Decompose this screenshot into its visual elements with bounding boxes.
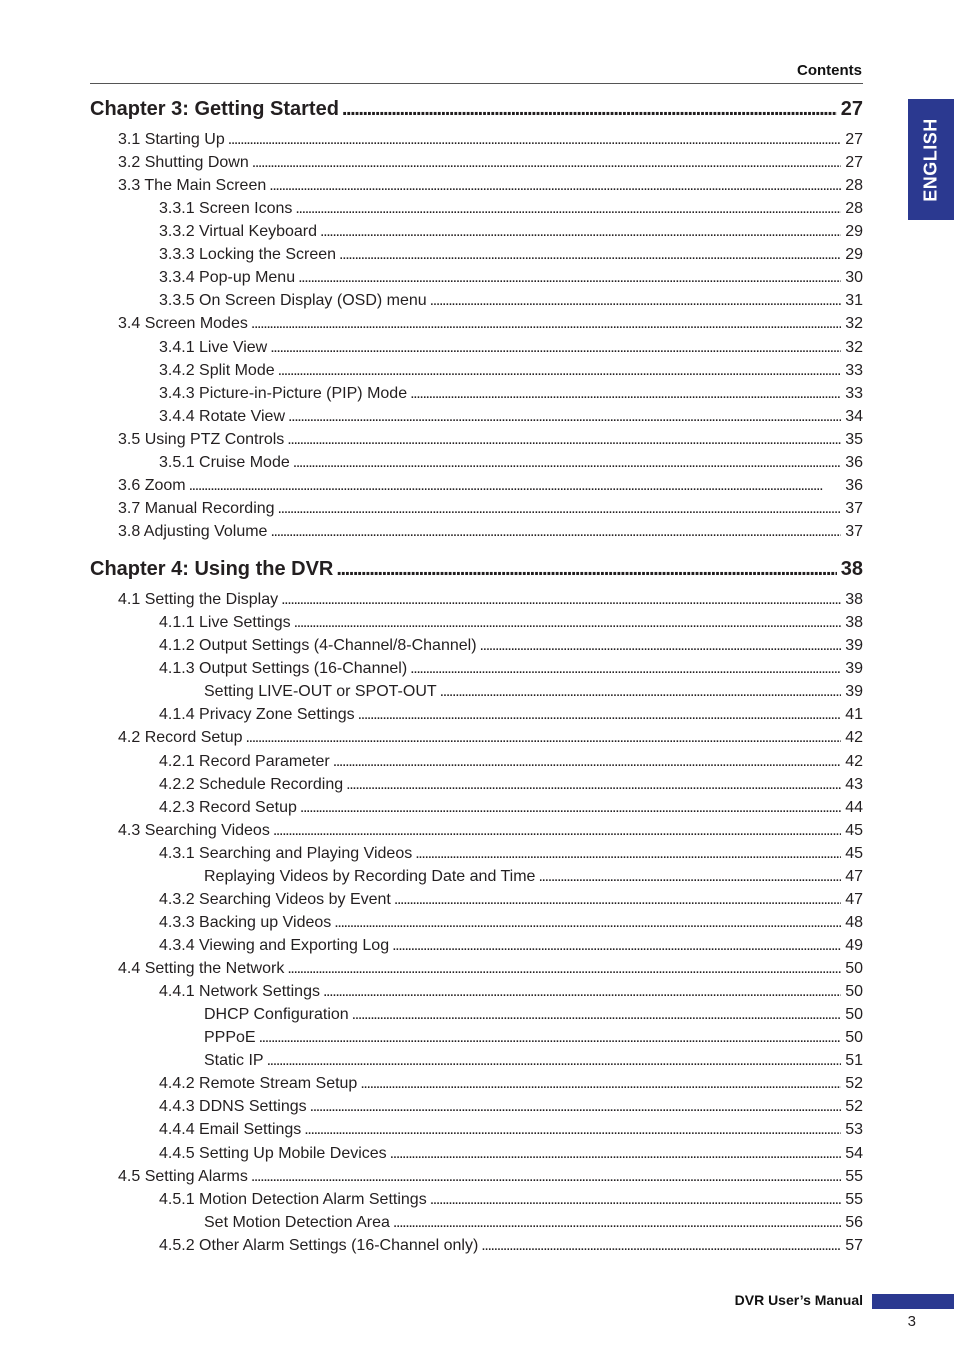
toc-entry[interactable] [118,959,863,979]
toc-entry-page: 55 [845,1167,863,1185]
toc-entry-page: 50 [845,960,863,978]
toc-entry-title: PPPoE [204,1029,256,1047]
toc-dot-leader [346,775,841,795]
toc-entry-page: 49 [845,936,863,954]
toc-entry-page: 32 [845,315,863,333]
toc-entry[interactable] [159,1190,863,1210]
toc-entry-page: 39 [845,660,863,678]
toc-dot-leader [294,613,842,633]
toc-entry-title: Setting LIVE-OUT or SPOT-OUT [204,683,437,701]
toc-dot-leader [480,636,842,656]
toc-entry-title: 3.3 The Main Screen [118,177,267,195]
toc-entry-title: 3.3.4 Pop-up Menu [159,269,296,287]
toc-dot-leader [189,476,842,496]
toc-entry-page: 28 [845,200,863,218]
toc-entry-page: 31 [845,292,863,310]
toc-entry-title: 4.3.1 Searching and Playing Videos [159,844,413,862]
toc-entry-page: 29 [845,223,863,241]
toc-entry-page: 30 [845,269,863,287]
toc-entry-title: 4.2.3 Record Setup [159,798,297,816]
toc-dot-leader [320,222,841,242]
toc-entry[interactable] [118,130,863,150]
toc-entry-title: 3.1 Starting Up [118,131,225,148]
toc-entry[interactable] [118,476,863,496]
toc-entry-page: 50 [845,983,863,1001]
toc-entry[interactable] [159,1120,863,1140]
toc-entry-title: 3.4.3 Picture-in-Picture (PIP) Mode [159,384,408,402]
toc-dot-leader [278,361,842,381]
toc-dot-leader [246,728,842,748]
toc-entry-title: 4.2.2 Schedule Recording [159,775,344,793]
toc-entry[interactable] [159,361,863,381]
toc-entry-page: 41 [845,706,863,724]
toc-entry-page: 36 [845,453,863,471]
toc-entry[interactable] [118,1167,863,1187]
toc-entry-title: 3.6 Zoom [118,476,186,494]
toc-entry-title: 4.4.2 Remote Stream Setup [159,1075,358,1093]
toc-dot-leader [295,199,841,219]
toc-entry[interactable] [159,775,863,795]
toc-entry[interactable] [118,153,863,173]
toc-entry-title: 3.7 Manual Recording [118,499,275,517]
page-number: 3 [907,1313,916,1330]
toc-entry-page: 33 [845,384,863,402]
toc-entry[interactable] [118,430,863,450]
toc-entry-title: 3.4.2 Split Mode [159,361,275,379]
toc-dot-leader [336,557,836,581]
toc-dot-leader [251,1167,841,1187]
toc-entry[interactable] [159,613,863,633]
toc-dot-leader [273,821,841,841]
toc-entry-page: 45 [845,821,863,839]
toc-entry-page: 48 [845,913,863,931]
toc-entry-title: Chapter 4: Using the DVR [90,558,334,581]
toc-entry[interactable] [118,821,863,841]
toc-entry-title: 4.3.2 Searching Videos by Event [159,890,391,908]
header-title: Contents [797,62,862,79]
toc-dot-leader [393,1213,841,1233]
toc-entry[interactable] [118,590,863,610]
toc-dot-leader [304,1120,841,1140]
toc-entry-title: 4.3.3 Backing up Videos [159,913,332,931]
toc-entry-page: 50 [845,1029,863,1047]
toc-entry[interactable] [159,705,863,725]
toc-entry-page: 27 [845,154,863,172]
toc-entry-page: 34 [845,407,863,425]
toc-entry-title: 4.4 Setting the Network [118,960,285,978]
toc-entry-title: 4.1.2 Output Settings (4-Channel/8-Channel) [159,637,477,655]
language-tab-label: ENGLISH [920,117,941,202]
toc-entry-title: 3.4.1 Live View [159,338,268,356]
toc-entry-page: 33 [845,361,863,379]
toc-entry-title: 4.2.1 Record Parameter [159,752,330,770]
toc-entry[interactable] [204,1051,863,1071]
toc-entry-title: 4.1.1 Live Settings [159,614,291,632]
toc-entry[interactable] [159,268,863,288]
toc-entry-title: 3.5.1 Cruise Mode [159,453,290,471]
toc-dot-leader [390,1144,842,1164]
toc-entry-page: 43 [845,775,863,793]
toc-entry-title: 4.1.4 Privacy Zone Settings [159,706,355,724]
toc-entry[interactable] [204,1028,863,1048]
toc-entry-title: 3.3.5 On Screen Display (OSD) menu [159,292,427,310]
toc-entry-title: Replaying Videos by Recording Date and Time [204,867,536,885]
toc-dot-leader [270,338,841,358]
toc-entry[interactable] [159,844,863,864]
toc-dot-leader [358,705,842,725]
toc-entry-title: 3.3.3 Locking the Screen [159,246,337,264]
toc-entry-page: 32 [845,338,863,356]
toc-entry-title: 3.5 Using PTZ Controls [118,430,285,448]
toc-entry[interactable] [118,314,863,334]
toc-entry-page: 51 [845,1052,863,1070]
toc-dot-leader [287,430,841,450]
toc-entry[interactable] [159,913,863,933]
toc-dot-leader [259,1028,842,1048]
toc-entry-title: 4.4.5 Setting Up Mobile Devices [159,1144,387,1162]
toc-entry[interactable] [118,522,863,542]
toc-entry-title: 3.3.1 Screen Icons [159,200,293,218]
toc-dot-leader [360,1074,841,1094]
toc-entry[interactable] [204,1213,863,1233]
toc-entry-page: 35 [845,430,863,448]
toc-entry-page: 54 [845,1144,863,1162]
toc-entry-page: 28 [845,177,863,195]
toc-entry[interactable] [159,1074,863,1094]
toc-dot-leader [481,1236,841,1256]
toc-entry-page: 44 [845,798,863,816]
toc-dot-leader [334,913,841,933]
toc-dot-leader [228,130,841,150]
toc-entry-page: 39 [845,683,863,701]
toc-entry-page: 36 [845,476,863,494]
toc-entry[interactable] [118,728,863,748]
toc-dot-leader [538,867,841,887]
toc-entry-page: 38 [840,558,863,581]
toc-dot-leader [287,959,841,979]
toc-dot-leader [270,522,841,542]
toc-entry-title: 3.2 Shutting Down [118,154,249,172]
toc-entry-title: 4.5.2 Other Alarm Settings (16-Channel only) [159,1236,479,1254]
toc-entry-title: 4.3 Searching Videos [118,821,270,839]
toc-dot-leader [278,499,842,519]
toc-entry-title: DHCP Configuration [204,1006,349,1024]
toc-entry[interactable] [159,636,863,656]
header-rule [90,83,863,84]
toc-entry[interactable] [159,1236,863,1256]
toc-dot-leader [410,659,841,679]
toc-dot-leader [333,752,841,772]
toc-entry[interactable] [159,338,863,358]
toc-entry[interactable] [159,659,863,679]
toc-entry-title: 4.4.1 Network Settings [159,983,320,1001]
toc-entry-title: 3.3.2 Virtual Keyboard [159,223,318,241]
toc-entry[interactable] [159,199,863,219]
toc-entry-page: 47 [845,890,863,908]
toc-dot-leader [352,1005,842,1025]
toc-entry-page: 45 [845,844,863,862]
toc-entry-page: 52 [845,1075,863,1093]
toc-entry-page: 56 [845,1213,863,1231]
toc-dot-leader [392,936,841,956]
toc-entry-page: 37 [845,523,863,541]
toc-entry[interactable] [159,291,863,311]
toc-entry[interactable] [159,798,863,818]
toc-entry[interactable] [204,867,863,887]
toc-dot-leader [440,682,842,702]
footer-title: DVR User’s Manual [734,1292,863,1308]
toc-entry[interactable] [159,890,863,910]
toc-dot-leader [293,453,841,473]
toc-entry-page: 42 [845,729,863,747]
toc-entry[interactable] [159,453,863,473]
toc-entry-page: 53 [845,1121,863,1139]
toc-entry-page: 38 [845,591,863,609]
toc-dot-leader [267,1051,842,1071]
toc-entry[interactable] [159,982,863,1002]
toc-entry-title: 4.5.1 Motion Detection Alarm Settings [159,1190,427,1208]
toc-dot-leader [339,245,841,265]
toc-dot-leader [298,268,841,288]
toc-entry[interactable] [159,222,863,242]
toc-dot-leader [288,407,841,427]
toc-entry-title: 3.4 Screen Modes [118,315,248,333]
toc-entry-page: 57 [845,1236,863,1254]
toc-entry-page: 47 [845,867,863,885]
toc-dot-leader [269,176,841,196]
toc-entry[interactable] [159,407,863,427]
toc-entry-title: 4.2 Record Setup [118,729,243,747]
language-tab [908,99,954,220]
toc-entry-page: 29 [845,246,863,264]
toc-dot-leader [252,153,841,173]
toc-dot-leader [342,97,837,121]
toc-entry-title: 4.5 Setting Alarms [118,1167,248,1185]
toc-entry-page: 27 [840,98,863,120]
toc-dot-leader [394,890,841,910]
toc-entry-title: 4.1 Setting the Display [118,591,279,609]
toc-entry-page: 50 [845,1006,863,1024]
toc-entry[interactable] [159,245,863,265]
toc-entry-title: 3.8 Adjusting Volume [118,523,268,541]
toc-chapter-entry[interactable] [90,97,863,121]
toc-entry-title: Static IP [204,1052,264,1070]
toc-dot-leader [323,982,841,1002]
toc-entry-page: 38 [845,614,863,632]
toc-entry-page: 42 [845,752,863,770]
toc-entry-title: 4.4.3 DDNS Settings [159,1098,307,1116]
toc-entry-title: Chapter 3: Getting Started [90,98,339,120]
toc-entry-title: 4.1.3 Output Settings (16-Channel) [159,660,408,678]
toc-entry-page: 39 [845,637,863,655]
toc-dot-leader [310,1097,842,1117]
toc-entry[interactable] [118,176,863,196]
toc-entry-title: 4.3.4 Viewing and Exporting Log [159,936,390,954]
toc-entry[interactable] [159,384,863,404]
toc-dot-leader [251,314,841,334]
toc-entry[interactable] [118,499,863,519]
toc-entry-title: 4.4.4 Email Settings [159,1121,302,1139]
toc-entry-title: 3.4.4 Rotate View [159,407,286,425]
toc-entry[interactable] [159,1097,863,1117]
toc-dot-leader [281,590,841,610]
footer-accent-bar [872,1294,954,1309]
toc-entry-page: 37 [845,499,863,517]
toc-entry-page: 27 [845,131,863,148]
toc-dot-leader [415,844,841,864]
toc-entry-page: 55 [845,1190,863,1208]
toc-dot-leader [430,291,842,311]
toc-entry[interactable] [204,1005,863,1025]
toc-entry[interactable] [159,1144,863,1164]
toc-dot-leader [300,798,841,818]
toc-dot-leader [410,384,841,404]
toc-chapter-entry[interactable] [90,557,863,581]
toc-entry[interactable] [159,936,863,956]
toc-entry-title: Set Motion Detection Area [204,1213,390,1231]
toc-entry[interactable] [204,682,863,702]
toc-entry[interactable] [159,752,863,772]
toc-dot-leader [430,1190,842,1210]
toc-entry-page: 52 [845,1098,863,1116]
